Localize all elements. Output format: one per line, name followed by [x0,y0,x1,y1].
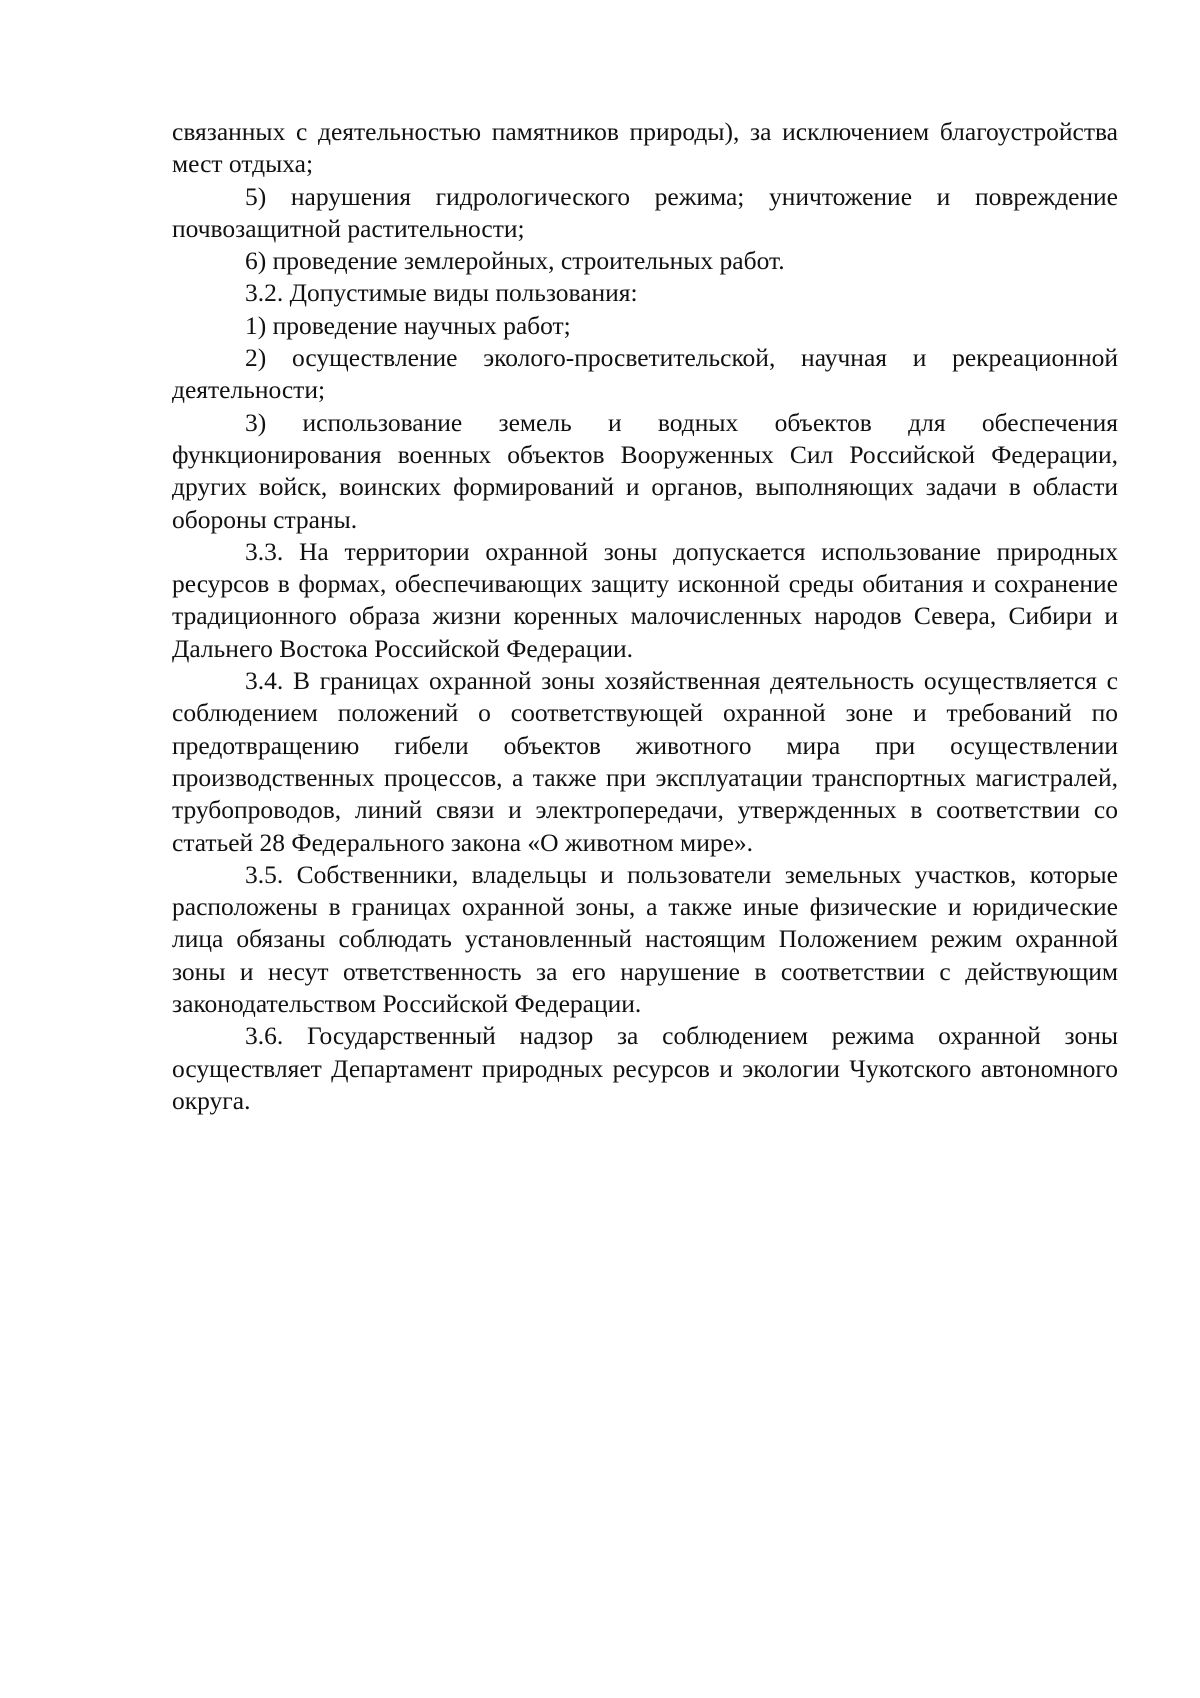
section-3-3: 3.3. На территории охранной зоны допускается использование природных ресурсов в формах, обеспечивающих защиту исконной среды обитания и сохранение традиционного образа жизни коренных малочисленных народов Севера, Сибири и Дальнего Востока Российской Федерации. [172,536,1118,663]
document-page [172,116,1118,1117]
allowed-use-item-3: 3) использование земель и водных объектов для обеспечения функционирования военных объектов Вооруженных Сил Российской Федерации, других войск, воинских формирований и органов, выполняющих задачи в области обороны страны. [172,407,1118,534]
allowed-use-item-2: 2) осуществление эколого-просветительской, научная и рекреационной деятельности; [172,343,1118,405]
section-3-4: 3.4. В границах охранной зоны хозяйственная деятельность осуществляется с соблюдением положений о соответствующей охранной зоне и требований по предотвращению гибели объектов животного мира при осуществлении производственных процессов, а также при эксплуатации транспортных магистралей, трубопроводов, линий связи и электропередачи, утвержденных в соответствии со статьей 28 Федерального закона «О животном мире». [172,666,1118,857]
allowed-use-item-1: 1) проведение научных работ; [245,310,571,340]
list-item-6: 6) проведение землеройных, строительных работ. [245,246,785,276]
section-3-6: 3.6. Государственный надзор за соблюдением режима охранной зоны осуществляет Департамент природных ресурсов и экологии Чукотского автономного округа. [172,1021,1118,1115]
section-3-5: 3.5. Собственники, владельцы и пользователи земельных участков, которые расположены в границах охранной зоны, а также иные физические и юридические лица обязаны соблюдать установленный настоящим Положением режим охранной зоны и несут ответственность за его нарушение в соответствии с действующим законодательством Российской Федерации. [172,859,1118,1019]
paragraph-continuation: связанных с деятельностью памятников природы), за исключением благоустройства мест отдыха; [172,117,1118,179]
section-3-2-heading: 3.2. Допустимые виды пользования: [245,278,638,308]
list-item-5: 5) нарушения гидрологического режима; уничтожение и повреждение почвозащитной растительности; [172,181,1118,243]
